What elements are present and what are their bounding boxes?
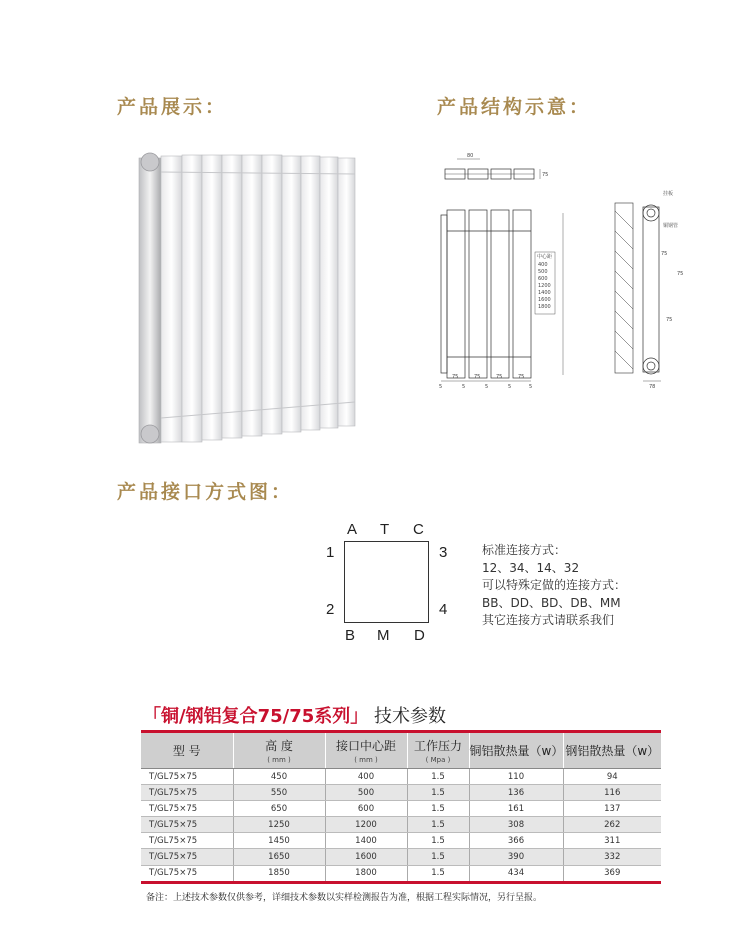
- conn-label-t: T: [380, 521, 390, 538]
- table-cell: T/GL75×75: [141, 801, 233, 817]
- bottom-offset-label: 5: [462, 384, 466, 390]
- connection-description: [482, 542, 626, 630]
- conn-label-d: D: [414, 627, 425, 644]
- table-cell: T/GL75×75: [141, 769, 233, 785]
- table-cell: 1.5: [407, 849, 469, 865]
- conn-label-2: 2: [326, 601, 335, 618]
- table-cell: 1450: [233, 833, 325, 849]
- side-label: 铜钢管: [663, 223, 679, 229]
- table-row: [141, 849, 661, 865]
- bottom-offset-label: 5: [485, 384, 489, 390]
- conn-label-c: C: [413, 521, 424, 538]
- conn-label-b: B: [345, 627, 356, 644]
- table-row: [141, 769, 661, 785]
- table-cell: 1800: [325, 865, 407, 882]
- bottom-offset-label: 5: [508, 384, 512, 390]
- spec-heading-series: 「铜/钢铝复合75/75系列」: [143, 706, 369, 727]
- table-row: [141, 817, 661, 833]
- table-cell: 390: [469, 849, 563, 865]
- table-cell: 366: [469, 833, 563, 849]
- table-cell: 136: [469, 785, 563, 801]
- table-cell: T/GL75×75: [141, 833, 233, 849]
- column-header: 铜铝散热量（w）: [469, 732, 563, 769]
- table-row: [141, 833, 661, 849]
- side-dim-label: 75: [677, 271, 684, 277]
- column-header: 型 号: [141, 732, 233, 769]
- height-label: 400: [538, 262, 548, 268]
- structure-diagram: [425, 145, 685, 405]
- conn-label-3: 3: [439, 544, 448, 561]
- radiator-photo: [133, 150, 358, 450]
- table-cell: 450: [233, 769, 325, 785]
- table-cell: 1.5: [407, 817, 469, 833]
- spec-table: [141, 730, 661, 884]
- table-cell: 161: [469, 801, 563, 817]
- table-cell: T/GL75×75: [141, 865, 233, 882]
- connection-diagram-box: [344, 541, 429, 623]
- table-cell: 332: [563, 849, 661, 865]
- table-cell: 1850: [233, 865, 325, 882]
- column-header: 钢铝散热量（w）: [563, 732, 661, 769]
- bottom-dim-label: 75: [474, 374, 481, 380]
- table-cell: 500: [325, 785, 407, 801]
- table-cell: 94: [563, 769, 661, 785]
- table-cell: 1.5: [407, 785, 469, 801]
- table-cell: 650: [233, 801, 325, 817]
- table-cell: 308: [469, 817, 563, 833]
- table-cell: 434: [469, 865, 563, 882]
- table-header-row: [141, 732, 661, 769]
- column-header: 工作压力 ( Mpa ): [407, 732, 469, 769]
- table-cell: 600: [325, 801, 407, 817]
- table-cell: 262: [563, 817, 661, 833]
- table-cell: T/GL75×75: [141, 849, 233, 865]
- table-cell: 1650: [233, 849, 325, 865]
- connection-method-title: 产品接口方式图：: [117, 481, 294, 503]
- table-cell: 1400: [325, 833, 407, 849]
- table-cell: T/GL75×75: [141, 817, 233, 833]
- table-cell: 311: [563, 833, 661, 849]
- side-dim-label: 75: [666, 317, 673, 323]
- conn-text-line: BB、DD、BD、DB、MM: [482, 595, 621, 610]
- conn-label-1: 1: [326, 544, 335, 561]
- table-cell: 1.5: [407, 833, 469, 849]
- table-cell: 369: [563, 865, 661, 882]
- bottom-offset-label: 5: [529, 384, 533, 390]
- conn-label-4: 4: [439, 601, 448, 618]
- table-row: [141, 801, 661, 817]
- table-cell: 1.5: [407, 865, 469, 882]
- table-cell: T/GL75×75: [141, 785, 233, 801]
- table-cell: 1.5: [407, 769, 469, 785]
- table-cell: 1.5: [407, 801, 469, 817]
- side-dim-label: 75: [661, 251, 668, 257]
- column-header: 接口中心距 ( mm ): [325, 732, 407, 769]
- bottom-offset-label: 5: [439, 384, 443, 390]
- conn-label-a: A: [347, 521, 358, 538]
- table-cell: 110: [469, 769, 563, 785]
- bottom-dim-label: 75: [496, 374, 503, 380]
- side-dim-label: 78: [649, 384, 656, 390]
- spec-heading: [143, 702, 446, 728]
- product-display-title: 产品展示：: [117, 96, 228, 118]
- bottom-dim-label: 75: [518, 374, 525, 380]
- height-label: 600: [538, 276, 548, 282]
- conn-text-line: 12、34、14、32: [482, 560, 580, 575]
- table-row: [141, 785, 661, 801]
- conn-text-line: 可以特殊定做的连接方式：: [482, 578, 627, 592]
- conn-text-line: 其它连接方式请联系我们: [482, 613, 615, 627]
- conn-label-m: M: [377, 627, 390, 644]
- height-label: 1400: [538, 290, 551, 296]
- top-depth-label: 75: [542, 172, 549, 178]
- spec-note: 备注：上述技术参数仅供参考，详细技术参数以实样检测报告为准，根据工程实际情况，另行呈报。: [146, 893, 543, 903]
- table-cell: 137: [563, 801, 661, 817]
- height-label: 1800: [538, 304, 551, 310]
- table-row: [141, 865, 661, 882]
- height-label: 500: [538, 269, 548, 275]
- spec-heading-label: 技术参数: [373, 706, 446, 727]
- table-cell: 400: [325, 769, 407, 785]
- table-cell: 550: [233, 785, 325, 801]
- table-cell: 1600: [325, 849, 407, 865]
- side-label: 挂板: [663, 191, 674, 197]
- bottom-dim-label: 75: [452, 374, 459, 380]
- table-cell: 1200: [325, 817, 407, 833]
- table-cell: 116: [563, 785, 661, 801]
- top-width-label: 80: [467, 153, 474, 159]
- height-header-label: 中心距: [537, 254, 553, 260]
- table-cell: 1250: [233, 817, 325, 833]
- product-structure-title: 产品结构示意：: [437, 96, 592, 118]
- column-header: 高 度 ( mm ): [233, 732, 325, 769]
- height-label: 1200: [538, 283, 551, 289]
- height-label: 1600: [538, 297, 551, 303]
- conn-text-line: 标准连接方式：: [482, 543, 567, 557]
